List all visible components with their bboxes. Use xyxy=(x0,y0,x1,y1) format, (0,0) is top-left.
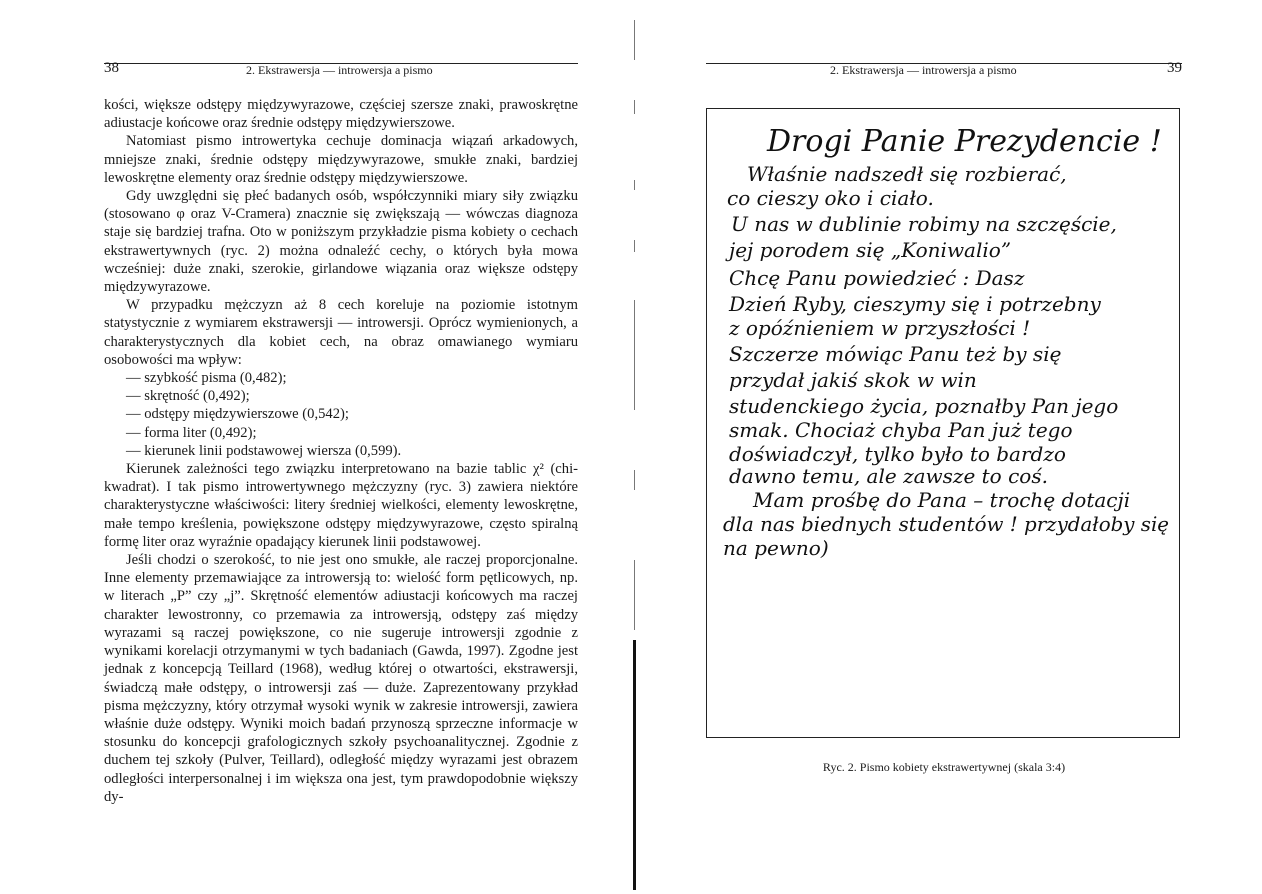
paragraph: Natomiast pismo introwertyka cechuje dominacja wiązań arkadowych, mniejsze znaki, średnie odstępy międzywyrazowe, smukłe znaki, bardziej lewoskrętne elementy oraz średnie odstępy międzywierszowe. xyxy=(104,133,578,186)
handwriting-line: dawno temu, ale zawsze to coś. xyxy=(729,464,1048,488)
body-text xyxy=(104,96,578,806)
handwriting-line: co cieszy oko i ciało. xyxy=(727,186,934,210)
paragraph: W przypadku mężczyzn aż 8 cech koreluje na poziomie istotnym statystycznie z wymiarem ekstrawersji — introwersji. Oprócz wymienionych, a charakterystycznych dla kobiet cech, na obraz omawianego wymiaru osobowości ma wpływ: xyxy=(104,297,578,368)
handwriting-line: Szczerze mówiąc Panu też by się xyxy=(729,342,1062,366)
figure-caption: Ryc. 2. Pismo kobiety ekstrawertywnej (skala 3:4) xyxy=(822,760,1066,774)
handwriting-line: dla nas biednych studentów ! przydałoby się xyxy=(723,512,1169,536)
paragraph: kości, większe odstępy międzywyrazowe, częściej szersze znaki, prawoskrętne adiustacje końcowe oraz średnie odstępy międzywierszowe. xyxy=(104,97,578,132)
paragraph: Gdy uwzględni się płeć badanych osób, współczynniki miary siły związku (stosowano φ oraz V-Cramera) znacznie się zwiększają — wówczas diagnoza staje się bardziej trafna. Oto w poniższym przykładzie pisma kobiety o cechach ekstrawertywnych (ryc. 2) można odnaleźć cechy, o których była mowa wcześniej: duże znaki, szerokie, girlandowe wiązania oraz większe odstępy międzywyrazowe. xyxy=(104,188,578,296)
handwriting-sample xyxy=(707,109,1179,737)
handwriting-line: Dzień Ryby, cieszymy się i potrzebny xyxy=(729,292,1101,316)
right-page xyxy=(640,0,1262,894)
running-head-right xyxy=(706,60,1182,77)
paragraph: Kierunek zależności tego związku interpretowano na bazie tablic χ² (chi-kwadrat). I tak pismo introwertywnego mężczyzny (ryc. 3) zawiera niektóre charakterystyczne właściwości: litery średniej wielkości, elementy lewoskrętne, małe tempo kreślenia, powiększone odstępy międzywyrazowe, często spiralną formę liter oraz wyraźnie opadający kierunek linii podstawowej. xyxy=(104,461,578,550)
paragraph: Jeśli chodzi o szerokość, to nie jest ono smukłe, ale raczej proporcjonalne. Inne elementy przemawiające za introwersją to: wielość form pętlicowych, np. w literach „P” czy „j”. Skrętność elementów adiustacji końcowych ma raczej charakter lewostronny, co przemawia za introwersją, odstępy zaś między wyrazami są raczej powiększone, co nie sugeruje introwersji zgodnie z wynikami korelacji otrzymanymi w tych badaniach (Gawda, 1997). Zgodne jest jednak z koncepcją Teillard (1968), według której o otwartości, ekstrawersji, świadczą małe odstępy, o introwersji zaś — duże. Zaprezentowany przykład pisma mężczyzny, który otrzymał wysoki wynik w zakresie introwersji, zawiera właśnie duże odstępy. Wyniki moich badań przynoszą sprzeczne informacje w stosunku do koncepcji grafologicznych szkoły psychoanalitycznej. Zgodnie z duchem tej szkoły (Pulver, Teillard), odległość między wyrazami jest obrazem odległości interpersonalnej i im większa ona jest, tym prawdopodobnie większy dy- xyxy=(104,552,578,805)
handwriting-line: na pewno) xyxy=(723,536,829,560)
handwriting-line: smak. Chociaż chyba Pan już tego xyxy=(729,418,1073,442)
left-page xyxy=(0,0,630,894)
running-head-title-left: 2. Ekstrawersja — introwersja a pismo xyxy=(246,63,433,77)
page-number-left: 38 xyxy=(104,60,119,76)
handwriting-line: przydał jakiś skok w win xyxy=(729,368,977,392)
handwriting-line: Drogi Panie Prezydencie ! xyxy=(767,124,1162,159)
handwriting-line: doświadczył, tylko było to bardzo xyxy=(729,442,1066,466)
handwriting-line: Mam prośbę do Pana – trochę dotacji xyxy=(753,488,1131,512)
handwriting-line: U nas w dublinie robimy na szczęście, xyxy=(731,212,1117,236)
running-head-left xyxy=(104,60,578,77)
list-item: — skrętność (0,492); xyxy=(126,388,250,405)
handwriting-line: jej porodem się „Koniwalio” xyxy=(729,238,1012,262)
list-item: — szybkość pisma (0,482); xyxy=(126,370,287,387)
page-number-right: 39 xyxy=(1167,60,1182,76)
handwriting-line: Właśnie nadszedł się rozbierać, xyxy=(747,162,1067,186)
running-head-title-right: 2. Ekstrawersja — introwersja a pismo xyxy=(830,63,1017,77)
handwriting-line: z opóźnieniem w przyszłości ! xyxy=(729,316,1031,340)
book-gutter xyxy=(633,0,637,894)
list-item: — forma liter (0,492); xyxy=(126,424,257,441)
handwriting-line: studenckiego życia, poznałby Pan jego xyxy=(729,394,1119,418)
handwriting-line: Chcę Panu powiedzieć : Dasz xyxy=(729,266,1025,290)
list-item: — odstępy międzywierszowe (0,542); xyxy=(126,406,349,423)
handwriting-figure xyxy=(706,108,1180,738)
list-item: — kierunek linii podstawowej wiersza (0,599). xyxy=(126,442,402,459)
